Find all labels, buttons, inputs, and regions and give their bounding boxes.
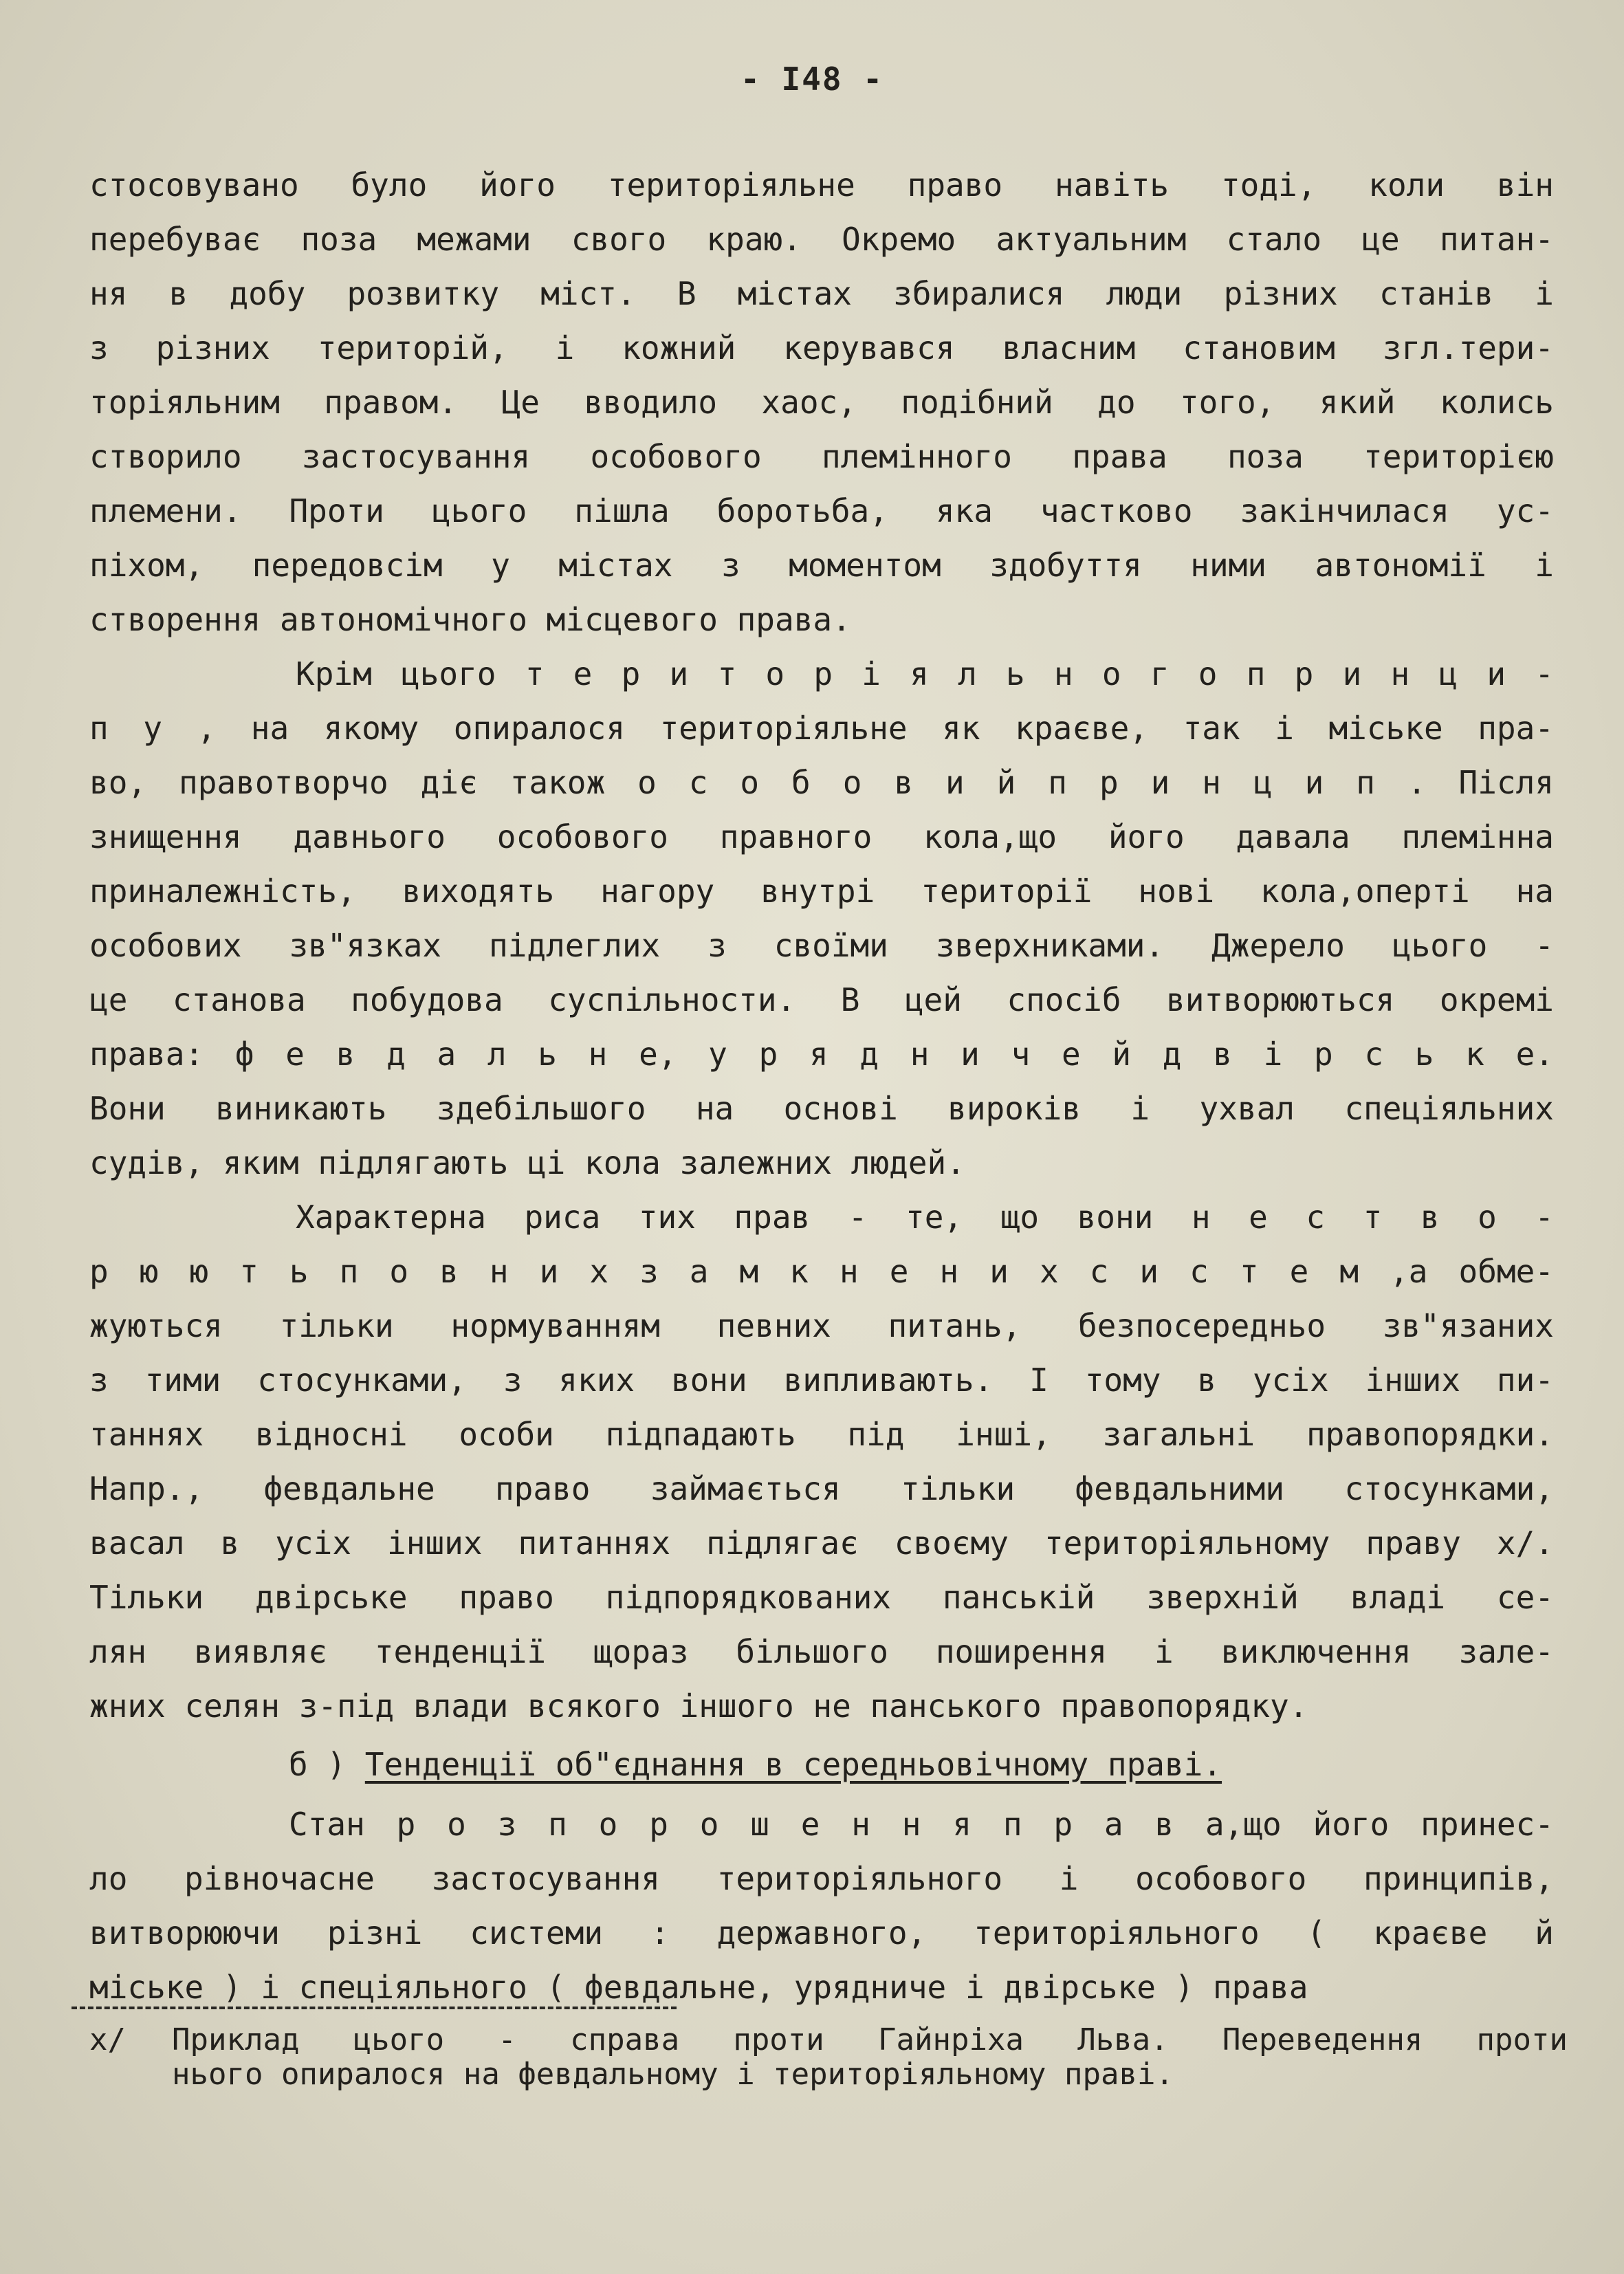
text-line: Стан р о з п о р о ш е н н я п р а в а,що його принес-: [289, 1806, 1554, 1843]
text-line: права: ф е в д а л ь н е, у р я д н и ч е й д в і р с ь к е.: [89, 1036, 1554, 1073]
text-line: жних селян з-під влади всякого іншого не панського правопорядку.: [89, 1687, 1308, 1725]
text-line: торіяльним правом. Це вводило хаос, подібний до того, який колись: [89, 384, 1554, 421]
text-line: во, правотворчо діє також о с о б о в и й п р и н ц и п . Після: [89, 764, 1554, 801]
footnote-line: Приклад цього - справа проти Гайнріха Льва. Переведення проти: [172, 2023, 1568, 2057]
body-text: [89, 158, 1554, 2015]
text-line: піхом, передовсім у містах з моментом здобуття ними автономії і: [89, 547, 1554, 584]
text-line: стосовувано було його територіяльне право навіть тоді, коли він: [89, 166, 1554, 204]
text-line: лян виявляє тенденції щораз більшого поширення і виключення зале-: [89, 1633, 1554, 1670]
text-line: Вони виникають здебільшого на основі вироків і ухвал спеціяльних: [89, 1090, 1554, 1127]
text-line: з різних територій, і кожний керувався власним становим згл.тери-: [89, 329, 1554, 367]
section-heading: [89, 1738, 1554, 1792]
text-line: таннях відносні особи підпадають під інші, загальні правопорядки.: [89, 1416, 1554, 1453]
text-line: Напр., февдальне право займається тільки февдальними стосунками,: [89, 1470, 1554, 1507]
text-line: ло рівночасне застосування територіяльного і особового принципів,: [89, 1860, 1554, 1897]
text-line: ня в добу розвитку міст. В містах збиралися люди різних станів і: [89, 275, 1554, 312]
text-line: міське ) і спеціяльного ( февдальне, урядниче і двірське ) права: [89, 1969, 1308, 2006]
text-line: Крім цього т е р и т о р і я л ь н о г о п р и н ц и -: [296, 655, 1554, 692]
text-line: це станова побудова суспільности. В цей спосіб витворюються окремі: [89, 981, 1554, 1018]
text-line: п у , на якому опиралося територіяльне як краєве, так і міське пра-: [89, 710, 1554, 747]
text-line: створило застосування особового племінного права поза територією: [89, 438, 1554, 475]
section-title: Тенденції об"єднання в середньовічному праві.: [364, 1746, 1222, 1783]
text-line: приналежність, виходять нагору внутрі території нові кола,оперті на: [89, 873, 1554, 910]
text-line: створення автономічного місцевого права.: [89, 601, 851, 638]
text-line: перебуває поза межами свого краю. Окремо актуальним стало це питан-: [89, 221, 1554, 258]
text-line: васал в усіх інших питаннях підлягає своєму територіяльному праву x/.: [89, 1524, 1554, 1562]
text-line: Характерна риса тих прав - те, що вони н е с т в о -: [296, 1199, 1554, 1236]
footnote-marker: x/: [89, 2022, 126, 2057]
text-line: судів, яким підлягають ці кола залежних людей.: [89, 1144, 965, 1181]
text-line: особових зв"язках підлеглих з своїми зверхниками. Джерело цього -: [89, 927, 1554, 964]
text-line: знищення давнього особового правного кола,що його давала племінна: [89, 818, 1554, 855]
text-line: жуються тільки нормуванням певних питань, безпосередньо зв"язаних: [89, 1307, 1554, 1344]
text-line: р ю ю т ь п о в н и х з а м к н е н и х с и с т е м ,а обме-: [89, 1253, 1554, 1290]
footnote-separator: [72, 2007, 677, 2009]
section-marker: б ): [289, 1746, 347, 1783]
footnote-line: нього опиралося на февдальному і територіяльному праві.: [172, 2057, 1174, 2092]
text-line: племени. Проти цього пішла боротьба, яка частково закінчилася ус-: [89, 492, 1554, 529]
text-line: Тільки двірське право підпорядкованих панській зверхній владі се-: [89, 1579, 1554, 1616]
page-number: - I48 -: [740, 61, 884, 98]
text-line: витворюючи різні системи : державного, територіяльного ( краєве й: [89, 1914, 1554, 1952]
footnote: [89, 2023, 1568, 2092]
text-line: з тими стосунками, з яких вони випливають. І тому в усіх інших пи-: [89, 1362, 1554, 1399]
